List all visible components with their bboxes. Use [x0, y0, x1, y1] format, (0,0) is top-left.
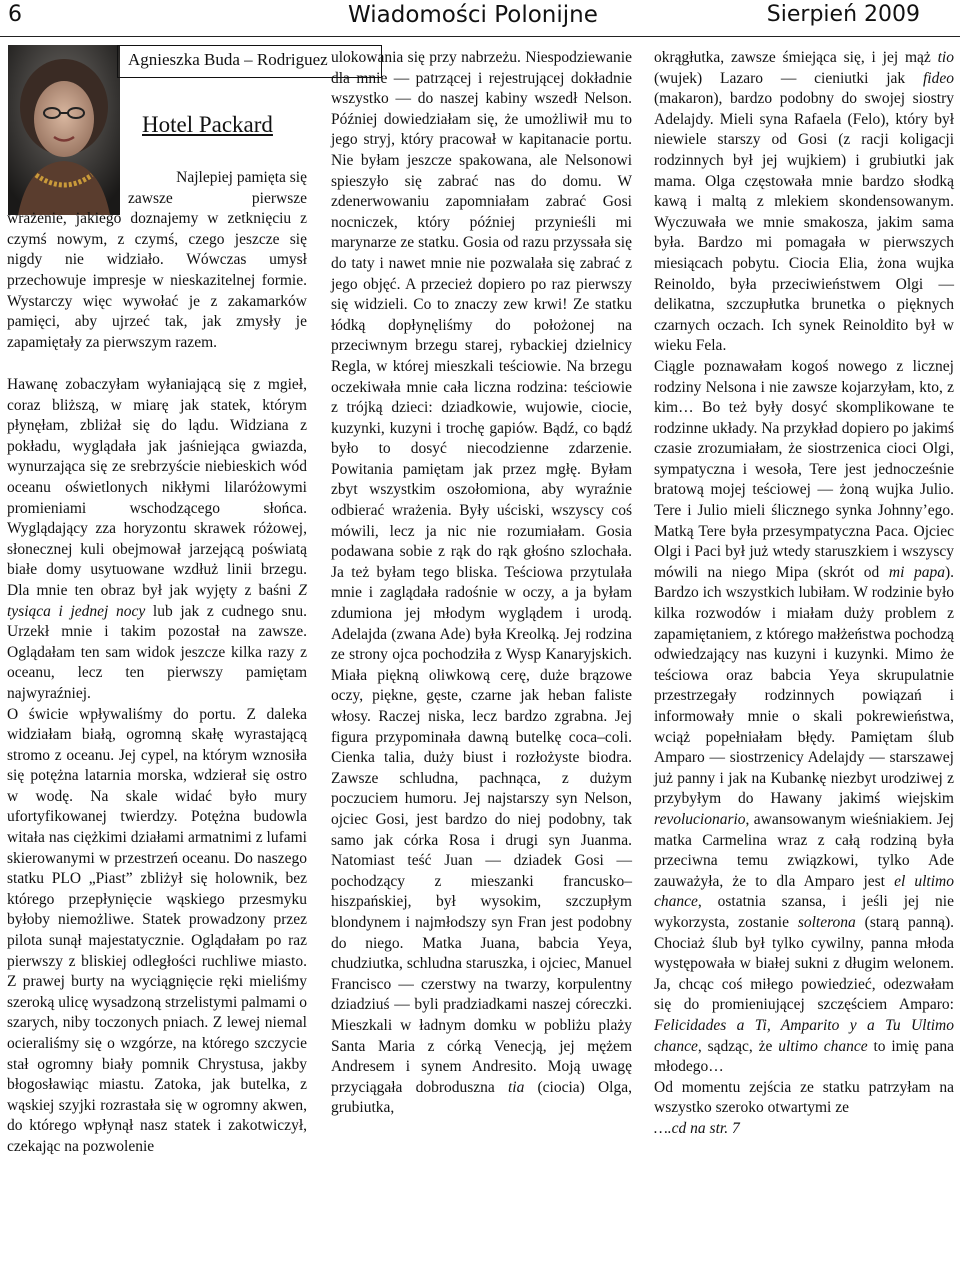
italic-run: fideo: [923, 69, 954, 87]
paragraph: [654, 48, 954, 357]
italic-run: el ultimo chance: [654, 872, 954, 911]
text-run: ulokowania się przy nabrzeżu. Niespodziewanie dla mnie — patrzącej i rejestrującej dokładnie wszystko — do naszej kabiny wszedł Nelson. Później dowiedziałam się, że umożliwił mu to jego stryj, który pracował w kapitanacie portu. Nie byłam jeszcze spakowana, ale Nelsonowi spieszyło się zabrać nas do domu. W zdenerwowaniu zapomniałam zabrać Gosi nocniczek, który później przynieśli mi marynarze ze statku. Gosia od razu przyssała się do taty i nawet mnie nie pozwalała się zabrać z jego objęć. A przecież dopiero po raz pierwszy się widzieli. Co to znaczy zew krwi! Ze statku łódką dopłynęliśmy do położonej na przeciwnym brzegu starej, rybackiej dzielnicy Regla, w której mieszkali teściowie. Na brzegu oczekiwała mnie cała liczna rodzina: teściowie z trójką dzieci: dziadkowie, wujowie, ciocie, kuzynki, kuzyni i trochę gapiów. Bądź, co bądź było to dosyć niecodzienne zdarzenie. Powitania pamiętam jak przez mgłę. Byłam zbyt wszystkim oszołomiona, aby wyraźnie odbierać wrażenia. Były uściski, wszyscy coś mówili, lecz ja nic nie rozumiałam. Gosia podawana sobie z rąk do rąk głośno szlochała. Ja też byłam tego bliska. Teściowa przytulała mnie i zaglądała radośnie w oczy, a ja byłam zdumiona jej młodym wyglądem i urodą. Adelajda (zwana Ade) była Kreolką. Jej rodzina ze strony ojca pochodziła z Wysp Kanaryjskich. Miała piękną oliwkową cerę, duże brązowe oczy, piękne, gęste, czarne jak heban faliste włosy. Raczej niska, lecz bardzo zgrabna. Jej figura przypominała dawną butelkę coca–coli. Cienka talia, duży biust i rozłożyste biodra. Zawsze schludna, pachnąca, z dużym poczuciem humoru. Jej najstarszy syn Nelson, ojciec Gosi, jest bardzo do niej podobny, tak samo jak córka Rosa i drugi syn Juanma. Natomiast teść Juan — dziadek Gosi — pochodzący z mieszanki francusko–hiszpańskiej, był wysokim, szczupłym blondynem i najmłodszy syn Fran jest podobny do niego. Matka Juana, babcia Yeya, chudziutka, schludna staruszka, i ojciec, Manuel Francisco — czerstwy na twarzy, korpulentny dziadziuś — byli pradziadkami naszej córeczki. Mieszkali w ładnym domku w pobliżu plaży Santa Maria z córką Venecją, jej mężem Andresem i synem Andresito. Moją uwagę przyciągała dobroduszna: [331, 49, 632, 1096]
page-number: 6: [8, 2, 22, 27]
article-title: Hotel Packard: [142, 112, 273, 137]
italic-run: tia: [507, 1078, 525, 1096]
publication-title: Wiadomości Polonijne: [348, 2, 598, 28]
column-3: [654, 48, 954, 1139]
text-run: , awansowanym wieśniakiem. Jej matka Carmelina wraz z całą rodziną była przeciwna temu związkowi, tylko Ade zauważyła, że to dla Amparo jest: [654, 810, 954, 890]
text-run: , ostatnia szansa, i jeśli jej nie wykorzysta, zostanie: [654, 893, 954, 931]
text-run: , sądząc, że: [697, 1037, 779, 1055]
lead-line-2-text: zawsze pierwsze: [128, 189, 307, 207]
italic-run: tio: [937, 49, 954, 66]
text-run: lub jak z cudnego snu. Urzekł mnie i takim pozostał na zawsze. Oglądałam ten sam widok jeszcze kilka razy z oceanu, lecz ten pierwszy pamiętam najwyraźniej.: [7, 602, 307, 702]
paragraph: [331, 48, 632, 1119]
column-1: [7, 375, 307, 1158]
italic-run: Z tysiąca i jednej nocy: [7, 581, 307, 620]
continued-note: ….cd na str. 7: [654, 1119, 740, 1137]
text-run: to imię pana młodego…: [654, 1037, 954, 1076]
italic-run: Felicidades a Ti, Amparito y a Tu Ultimo chance: [654, 1016, 954, 1055]
italic-run: solterona: [797, 913, 856, 931]
page-header: [0, 0, 960, 40]
paragraph: Od momentu zejścia ze statku patrzyłam na wszystko szeroko otwartymi ze: [654, 1078, 954, 1117]
text-run: (starą panną). Chociaż ślub był tylko cywilny, panna młoda występowała w białej sukni z długim welonem. Ja, chcąc coś miłego powiedzieć, odezwałam się do promieniującej szczęściem Amparo:: [654, 913, 954, 1014]
paragraph: O świcie wpływaliśmy do portu. Z daleka widziałam białą, ogromną skałę wyrastającą stromo z oceanu. Jej cypel, na którym wznosiła się potężna latarnia morska, wdzierał się ostro w wodę. Na skale widać było mury ufortyfikowanej twierdzy. Potężna budowla witała nas ciężkimi działami armatnimi z lufami skierowanymi w przestrzeń oceanu. Do naszego statku PLO „Piast” zbliżył się holownik, bez którego przepłynięcie wąskiego przesmyku byłoby niemożliwe. Statek prowadzony przez pilota sunął majestatycznie. Oglądałam po raz pierwszy z bliskiej odległości ruchliwe miasto. Z prawej burty na wyciągnięcie ręki mieliśmy szeroką ulicę wysadzoną strzelistymi palmami o szarych, niby toczonych pniach. Z lewej niemal ocieraliśmy się o wzgórze, na którego szczycie stał ogromny biały pomnik Chrystusa, jakby błogosławiąc miastu. Zatoka, jak butelka, z wąskiej szyjki rozrastała się w ogromny akwen, do którego wpłynął nasz statek i zakotwiczył, czekając na pozwolenie: [7, 705, 308, 1155]
issue-date: Sierpień 2009: [766, 2, 920, 27]
text-run: (ciocia) Olga, grubiutka,: [331, 1078, 632, 1117]
lead-line-1: Najlepiej pamięta się: [176, 169, 307, 186]
column-2: [331, 48, 632, 1119]
header-divider: [0, 36, 960, 37]
italic-run: revolucionario: [654, 810, 746, 828]
italic-run: mi papa: [888, 563, 945, 581]
text-run: (wujek) Lazaro — cieniutki jak: [654, 69, 923, 87]
paragraph: [7, 375, 307, 705]
text-run: okrągłutka, zawsze śmiejąca się, i jej mąż: [654, 49, 938, 66]
italic-run: ultimo chance: [778, 1037, 868, 1055]
text-run: Hawanę zobaczyłam wyłaniającą się z mgieł, coraz bliższą, w miarę jak statek, którym płynęłam, zbliżał się do lądu. Widziana z pokładu, wyglądała jak jaśniejąca gwiazda, wynurzająca się ze srebrzyście niebieskich wód oceanu oświetlonych nikłymi lilaróżowymi promieniami wschodzącego słońca. Wyglądający zza horyzontu skrawek różowej, słonecznej kuli obejmował jarzejącą poświatą białe domy usytuowane wzdłuż linii brzegu. Dla mnie ten obraz był jak wyjęty z baśni: [7, 376, 307, 599]
article-lead: [7, 168, 307, 353]
text-run: ). Bardzo ich wszystkich lubiłam. W rodzinie było kilka rozwodów i miałam duży problem z zapamiętaniem, z którego małżeństwa pochodzą odwiedzający nas kuzyni i kuzynki. Mimo że teściowa oraz babcia Yeya skrupulatnie przestrzegały rodzinnych powiązań i informowały mnie o skali pokrewieństwa, wciąż popełniałam błędy. Pamiętam ślub Amparo — siostrzenicy Adelajdy — starszawej już panny i jak na Kubankę niezbyt urodziwej z przybyłym do Hawany jakimś wiejskim: [654, 563, 955, 808]
paragraph: [654, 357, 954, 1078]
author-name: Agnieszka Buda – Rodriguez: [128, 50, 328, 69]
text-run: (makaron), bardzo podobny do swojej siostry Adelajdy. Mieli syna Rafaela (Felo), który był niewiele starszy od Gosi (z racji koligacji rodzinnych był jej wujkiem) i grubiutki jak mama. Olga częstowała mnie bardzo słodką kawą i maltą z mlekiem skondensowanym. Wyczuwała we mnie smakosza, jakim sama była. Bardzo mi pomagała w pierwszych miesiącach pobytu. Ciocia Elia, żona wujka Reinoldo, była przeciwieństwem Olgi — delikatna, szczupłutka brunetka o pięknych czarnych oczach. Ich synek Reinoldito był w wieku Fela.: [654, 90, 954, 355]
lead-paragraph: wrażenie, jakiego doznajemy w zetknięciu z czymś nowym, z czymś, czego jeszcze się nigdy nie widziało. Wówczas umysł przechowuje impresje w nieskazitelnej formie. Wystarczy więc wywołać je z zakamarków pamięci, aby ujrzeć tak, jak zmysły je zapamiętały za pierwszym razem.: [7, 210, 307, 351]
lead-line-2: [7, 189, 307, 210]
text-run: Ciągle poznawałam kogoś nowego z licznej rodziny Nelsona i nie zawsze kojarzyłam, kto, z kim… Bo też były dosyć skomplikowane te rodzinne układy. Na przykład dopiero po jakimś czasie zrozumiałam, że siostrzenica cioci Olgi, sympatyczna i wesoła, Tere jest jednocześnie bratową mojej teściowej — żoną wujka Julio. Tere i Julio mieli ślicznego synka Johnny’ego. Matką Tere była przesympatyczna Paca. Ojciec Olgi i Paci był już wtedy staruszkiem i wszyscy mówili na niego Mipa (skrót od: [654, 357, 954, 581]
